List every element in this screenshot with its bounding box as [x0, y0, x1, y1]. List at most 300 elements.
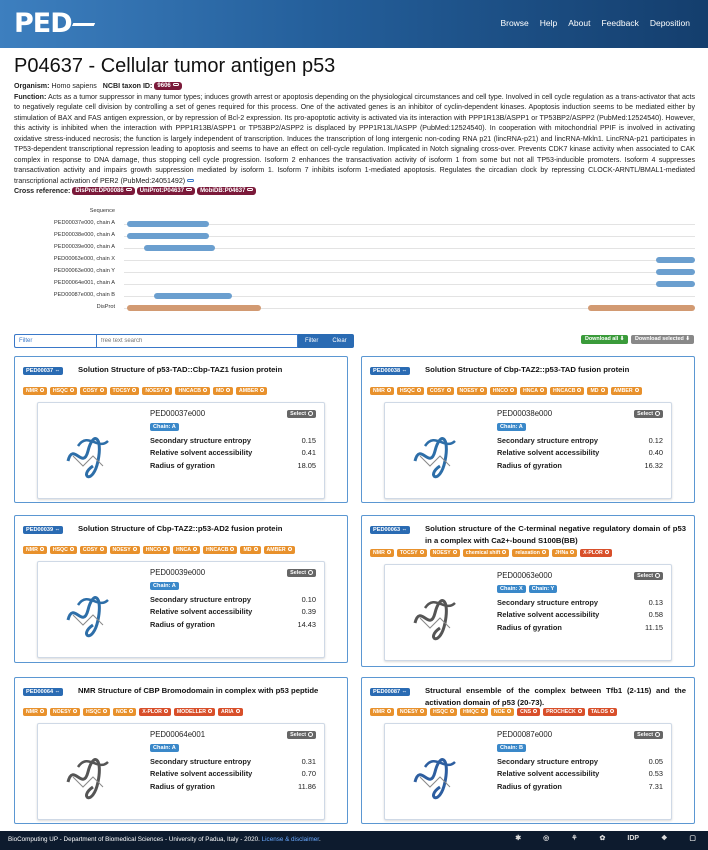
method-tag[interactable]	[588, 708, 617, 716]
fv-track-label: Sequence	[89, 208, 115, 214]
method-tag[interactable]	[517, 708, 540, 716]
method-tag[interactable]	[110, 546, 140, 554]
chain-badge[interactable]: Chain: X	[497, 585, 526, 593]
search-icon	[610, 709, 614, 713]
chain-badge[interactable]: Chain: A	[150, 582, 179, 590]
fv-track-label: PED00063e000, chain Y	[53, 268, 115, 274]
method-tag[interactable]	[50, 387, 77, 395]
method-tag-label: NOE	[493, 709, 506, 715]
stat-label: Secondary structure entropy	[497, 436, 599, 445]
method-tag[interactable]	[490, 387, 517, 395]
method-tag-label: AMBER	[266, 547, 286, 553]
method-tag-label: NMR	[373, 388, 385, 394]
fv-track	[14, 255, 695, 265]
ensemble-stats	[497, 436, 663, 473]
method-tag[interactable]	[80, 546, 107, 554]
search-icon	[420, 550, 424, 554]
stat-value: 18.05	[297, 460, 316, 470]
method-tag-label: chemical shift	[465, 550, 501, 556]
search-icon	[480, 388, 484, 392]
entry-id-badge[interactable]: PED00063 ⇔	[370, 526, 410, 534]
structure-thumbnail[interactable]	[48, 580, 128, 640]
crossref-line	[14, 186, 695, 197]
select-button[interactable]	[287, 410, 316, 418]
taxon-value: 9606	[157, 83, 171, 89]
method-tag[interactable]	[240, 546, 260, 554]
entry-id-badge[interactable]: PED00064 ⇔	[23, 688, 63, 696]
search-icon	[605, 550, 609, 554]
download-all-button[interactable]: Download all ⬇	[581, 335, 628, 344]
method-tag-label: AMBER	[613, 388, 633, 394]
logo-idp[interactable]: IDP	[627, 834, 640, 842]
method-tag[interactable]	[457, 387, 487, 395]
organism-label: Organism:	[14, 82, 50, 90]
entry-id: PED00039	[26, 527, 54, 533]
entry-id: PED00063	[373, 527, 401, 533]
search-icon	[288, 547, 292, 551]
checkbox-icon	[655, 732, 660, 737]
ensemble-panel	[384, 402, 672, 499]
stat-value: 0.53	[648, 769, 663, 779]
select-button[interactable]	[634, 572, 663, 580]
logo-partner[interactable]: ❖	[661, 835, 668, 842]
method-tag-label: HNCACB	[552, 388, 576, 394]
method-tag[interactable]	[175, 387, 209, 395]
stat-row	[150, 448, 316, 460]
entry-id-badge[interactable]: PED00038 ⇔	[370, 367, 410, 375]
ensemble-id[interactable]: PED00063e000	[497, 571, 553, 580]
structure-thumbnail[interactable]	[395, 583, 475, 643]
method-tag[interactable]	[203, 546, 237, 554]
fv-track-label: PED00038e000, chain A	[54, 232, 115, 238]
method-tag-label: X-PLOR	[583, 550, 603, 556]
ensemble-panel	[384, 723, 672, 820]
stat-label: Relative solvent accessibility	[497, 769, 600, 779]
crossref-text: UniProt:P04637	[139, 188, 185, 195]
stat-label: Radius of gyration	[497, 622, 562, 632]
search-icon	[100, 547, 104, 551]
method-tag-label: NOESY	[52, 709, 71, 715]
chain-list	[150, 423, 179, 431]
crossref-label: Cross reference:	[14, 187, 71, 196]
method-tag[interactable]	[580, 549, 612, 557]
fv-track-label: PED00064e001, chain A	[54, 280, 115, 286]
method-tag[interactable]	[173, 546, 200, 554]
search-icon	[635, 388, 639, 392]
method-tag[interactable]	[520, 387, 547, 395]
search-icon	[510, 388, 514, 392]
organism-value: Homo sapiens	[51, 82, 97, 90]
method-tag[interactable]	[427, 387, 454, 395]
fv-track-line	[124, 260, 695, 261]
method-tag-label: HNCACB	[205, 547, 229, 553]
search-icon	[73, 709, 77, 713]
stat-row	[150, 757, 316, 769]
method-tag-label: HNCO	[492, 388, 508, 394]
method-tag[interactable]	[611, 387, 642, 395]
stat-label: Radius of gyration	[150, 460, 215, 470]
method-tag-label: ARIA	[220, 709, 234, 715]
method-tag-label: NOESY	[112, 547, 131, 553]
search-icon	[387, 709, 391, 713]
crossref-text: MobiDB:P04637	[200, 188, 246, 195]
entry-card	[361, 515, 695, 667]
stat-value: 0.10	[301, 595, 316, 604]
nav-about[interactable]: About	[568, 18, 591, 28]
method-tag[interactable]	[218, 708, 243, 716]
entry-card	[14, 677, 348, 824]
method-tag-label: HNCACB	[178, 388, 201, 394]
nav-browse[interactable]: Browse	[500, 18, 529, 28]
fv-track-line	[124, 284, 695, 285]
stat-value: 0.31	[301, 757, 316, 766]
method-tag-label: NOE	[116, 709, 128, 715]
method-tag-label: PROCHECK	[546, 709, 576, 715]
stat-row	[497, 610, 663, 622]
method-tag[interactable]	[50, 546, 77, 554]
method-tag-label: MODELLER	[176, 709, 206, 715]
fv-track-line	[124, 272, 695, 273]
stat-value: 0.05	[648, 757, 663, 766]
stat-label: Relative solvent accessibility	[150, 448, 253, 458]
method-tag[interactable]	[80, 387, 107, 395]
method-tags	[370, 387, 686, 395]
page-title: P04637 - Cellular tumor antigen p53	[14, 55, 336, 77]
search-icon	[164, 709, 168, 713]
chain-badge[interactable]: Chain: A	[497, 423, 526, 431]
stat-row	[150, 782, 316, 794]
method-tag[interactable]	[139, 708, 171, 716]
stat-row	[497, 769, 663, 781]
stat-label: Secondary structure entropy	[150, 436, 252, 445]
select-label: Select	[637, 411, 653, 417]
method-tag[interactable]	[512, 549, 549, 557]
search-icon	[533, 709, 537, 713]
stat-row	[150, 769, 316, 781]
method-tag[interactable]	[397, 708, 427, 716]
structure-thumbnail[interactable]	[48, 742, 128, 802]
ensemble-panel	[37, 561, 325, 658]
method-tag[interactable]	[174, 708, 215, 716]
fv-track	[14, 303, 695, 313]
link-icon	[247, 188, 253, 191]
search-icon	[502, 550, 506, 554]
entry-title[interactable]: NMR Structure of CBP Bromodomain in complex with p53 peptide	[78, 686, 319, 695]
fv-track	[14, 267, 695, 277]
select-button[interactable]	[287, 731, 316, 739]
search-icon	[447, 388, 451, 392]
method-tag-label: NMR	[373, 709, 385, 715]
stat-row	[150, 461, 316, 473]
fv-track-label: PED00087e000, chain B	[53, 292, 115, 298]
ensemble-id[interactable]: PED00039e000	[150, 568, 206, 577]
chain-badge[interactable]: Chain: Y	[529, 585, 558, 593]
stat-row	[497, 448, 663, 460]
select-label: Select	[290, 570, 306, 576]
stat-row	[150, 595, 316, 607]
search-icon	[103, 709, 107, 713]
fv-track-line	[124, 236, 695, 237]
filter-label: Filter	[14, 334, 96, 348]
clear-button[interactable]: Clear	[325, 334, 353, 348]
filter-button[interactable]: Filter	[298, 334, 325, 348]
method-tag[interactable]	[491, 708, 514, 716]
search-icon	[40, 709, 44, 713]
method-tag-label: NOESY	[459, 388, 478, 394]
method-tag[interactable]	[213, 387, 233, 395]
taxon-pill[interactable]	[154, 82, 181, 90]
stat-label: Radius of gyration	[497, 781, 562, 791]
method-tag[interactable]	[23, 546, 47, 554]
method-tag-label: HSQC	[399, 388, 415, 394]
search-icon	[507, 709, 511, 713]
entry-id-badge[interactable]: PED00039 ⇔	[23, 526, 63, 534]
method-tag-label: TOCSY	[112, 388, 131, 394]
fv-track	[14, 279, 695, 289]
footer-text: BioComputing UP - Department of Biomedical Sciences - University of Padua, Italy - 2020.	[8, 836, 260, 843]
entry-title[interactable]: Solution Structure of Cbp-TAZ2::p53-TAD fusion protein	[425, 365, 630, 374]
entry-card	[361, 356, 695, 503]
fv-ensemble-region[interactable]	[656, 269, 695, 275]
search-icon	[70, 547, 74, 551]
logo-partner[interactable]: ✿	[599, 835, 606, 842]
method-tag-label: NOESY	[399, 709, 418, 715]
entry-id-badge[interactable]: PED00037 ⇔	[23, 367, 63, 375]
nav-help[interactable]: Help	[539, 18, 558, 28]
search-icon	[542, 550, 546, 554]
search-icon	[40, 547, 44, 551]
logo-partner[interactable]: ▢	[689, 835, 696, 842]
method-tag[interactable]	[83, 708, 110, 716]
ensemble-id[interactable]: PED00087e000	[497, 730, 553, 739]
entry-id: PED00087	[373, 689, 401, 695]
link-icon	[186, 188, 192, 191]
fv-ensemble-region[interactable]	[144, 245, 215, 251]
entry-id: PED00064	[26, 689, 54, 695]
filter-bar	[14, 334, 354, 348]
method-tag-label: HNCO	[145, 547, 161, 553]
method-tag[interactable]	[430, 549, 460, 557]
logo-unipd[interactable]: ◎	[543, 835, 550, 842]
select-label: Select	[637, 732, 653, 738]
search-icon	[570, 550, 574, 554]
method-tags	[370, 708, 686, 716]
method-tags	[23, 387, 339, 395]
crossref-disprot[interactable]	[72, 187, 134, 195]
search-icon	[577, 388, 581, 392]
stat-label: Radius of gyration	[497, 460, 562, 470]
stat-value: 11.15	[645, 622, 663, 632]
checkbox-icon	[655, 573, 660, 578]
search-icon	[420, 709, 424, 713]
stat-value: 0.13	[648, 598, 663, 607]
stat-value: 0.39	[301, 607, 316, 617]
stat-value: 0.41	[301, 448, 316, 458]
method-tags	[23, 546, 339, 554]
link-icon	[173, 83, 179, 86]
checkbox-icon	[655, 411, 660, 416]
method-tag-label: NMR	[373, 550, 385, 556]
method-tag[interactable]	[397, 387, 424, 395]
stat-row	[150, 620, 316, 632]
fv-track-label: PED00039e000, chain A	[54, 244, 115, 250]
method-tag-label: COSY	[82, 388, 98, 394]
method-tag[interactable]	[143, 546, 170, 554]
stat-value: 0.12	[648, 436, 663, 445]
stat-label: Secondary structure entropy	[150, 595, 252, 604]
ensemble-id[interactable]: PED00037e000	[150, 409, 206, 418]
method-tag[interactable]	[50, 708, 80, 716]
ensemble-stats	[150, 757, 316, 794]
method-tag-label: JHNa	[554, 550, 569, 556]
feature-viewer[interactable]	[14, 207, 695, 317]
fv-ensemble-region[interactable]	[127, 233, 209, 239]
stat-label: Relative solvent accessibility	[150, 607, 253, 617]
select-label: Select	[637, 573, 653, 579]
entry-card	[14, 356, 348, 503]
search-input[interactable]	[96, 334, 298, 348]
method-tag-label: HSQC	[433, 709, 448, 715]
organism-line	[14, 81, 695, 92]
stat-label: Radius of gyration	[150, 619, 215, 629]
method-tag[interactable]	[23, 708, 47, 716]
link-icon	[126, 188, 132, 191]
chain-list	[150, 744, 179, 752]
method-tag-label: TALOS	[590, 709, 608, 715]
logo-partner[interactable]: ⚘	[571, 835, 578, 842]
method-tag-label: NMR	[26, 709, 38, 715]
method-tag[interactable]	[264, 546, 295, 554]
select-button[interactable]	[287, 569, 316, 577]
fv-ensemble-region[interactable]	[154, 293, 232, 299]
chain-list	[497, 744, 526, 752]
stat-value: 0.15	[301, 436, 316, 445]
ensemble-panel	[384, 564, 672, 661]
crossref-mobidb[interactable]	[197, 187, 256, 195]
method-tag[interactable]	[397, 549, 427, 557]
license-link[interactable]: License & disclaimer	[261, 836, 320, 843]
method-tag[interactable]	[142, 387, 172, 395]
method-tag[interactable]	[552, 549, 577, 557]
nav-deposition[interactable]: Deposition	[649, 18, 690, 28]
fv-ensemble-region[interactable]	[656, 281, 695, 287]
footer-suffix: .	[319, 836, 321, 843]
fv-ensemble-region[interactable]	[656, 257, 695, 263]
method-tag[interactable]	[113, 708, 136, 716]
select-button[interactable]	[634, 731, 663, 739]
stat-row	[497, 623, 663, 635]
fv-track	[14, 291, 695, 301]
chain-badge[interactable]: Chain: A	[150, 744, 179, 752]
method-tag-label: HNCA	[522, 388, 538, 394]
method-tag[interactable]	[236, 387, 267, 395]
method-tag[interactable]	[23, 387, 47, 395]
fv-track-line	[124, 224, 695, 225]
method-tag-label: COSY	[429, 388, 445, 394]
ensemble-id[interactable]: PED00038e000	[497, 409, 553, 418]
fv-track	[14, 219, 695, 229]
ensemble-id[interactable]: PED00064e001	[150, 730, 206, 739]
chain-badge[interactable]: Chain: A	[150, 423, 179, 431]
method-tag-label: COSY	[82, 547, 98, 553]
entry-card	[361, 677, 695, 824]
fv-disprot-region[interactable]	[588, 305, 695, 311]
search-icon	[100, 388, 104, 392]
search-icon	[165, 388, 169, 392]
method-tag[interactable]	[587, 387, 607, 395]
structure-thumbnail[interactable]	[395, 742, 475, 802]
method-tags	[23, 708, 339, 716]
entry-title[interactable]: Structural ensemble of the complex between Tfb1 (2-115) and the activation domain of p53 (20-73).	[425, 686, 686, 707]
logo-elixir[interactable]: ✱	[515, 835, 522, 842]
stat-label: Secondary structure entropy	[497, 757, 599, 766]
method-tag[interactable]	[543, 708, 585, 716]
select-label: Select	[290, 411, 306, 417]
entry-title[interactable]: Solution structure of the C-terminal negative regulatory domain of p53 in a complex with Ca2+-bound S100B(BB)	[425, 524, 686, 545]
method-tag-label: HNCA	[175, 547, 191, 553]
structure-thumbnail[interactable]	[48, 421, 128, 481]
main-nav	[500, 18, 690, 28]
ped-logo[interactable]	[14, 7, 92, 39]
ensemble-panel	[37, 402, 325, 499]
method-tag[interactable]	[110, 387, 140, 395]
fv-ensemble-region[interactable]	[127, 221, 209, 227]
search-icon	[578, 709, 582, 713]
fv-track	[14, 243, 695, 253]
method-tag-label: NOESY	[432, 550, 451, 556]
method-tag[interactable]	[370, 708, 394, 716]
entry-card	[14, 515, 348, 663]
search-icon	[133, 547, 137, 551]
method-tag-label: CNS	[520, 709, 532, 715]
download-selected-button[interactable]: Download selected ⬇	[631, 335, 694, 344]
entry-title[interactable]: Solution Structure of Cbp-TAZ2::p53-AD2 fusion protein	[78, 524, 283, 533]
fv-disprot-region[interactable]	[127, 305, 261, 311]
method-tag[interactable]	[550, 387, 584, 395]
method-tag-label: HSQC	[52, 388, 68, 394]
entry-id-badge[interactable]: PED00087 ⇔	[370, 688, 410, 696]
stat-label: Secondary structure entropy	[497, 598, 599, 607]
stat-label: Radius of gyration	[150, 781, 215, 791]
method-tag-label: MD	[590, 388, 599, 394]
stat-label: Relative solvent accessibility	[497, 610, 600, 620]
select-button[interactable]	[634, 410, 663, 418]
stat-value: 0.40	[648, 448, 663, 458]
search-icon	[387, 388, 391, 392]
method-tag[interactable]	[370, 549, 394, 557]
crossref-uniprot[interactable]	[137, 187, 195, 195]
nav-feedback[interactable]: Feedback	[601, 18, 639, 28]
method-tag[interactable]	[370, 387, 394, 395]
chain-badge[interactable]: Chain: B	[497, 744, 526, 752]
ensemble-stats	[150, 436, 316, 473]
method-tag-label: HSQC	[52, 547, 68, 553]
ensemble-stats	[150, 595, 316, 632]
function-label: Function:	[14, 92, 47, 101]
download-all-label: Download all	[585, 336, 619, 342]
search-icon	[417, 388, 421, 392]
method-tag[interactable]	[460, 708, 488, 716]
entry-title[interactable]: Solution Structure of p53-TAD::Cbp-TAZ1 fusion protein	[78, 365, 283, 374]
search-icon	[129, 709, 133, 713]
link-icon[interactable]	[187, 179, 194, 182]
method-tag-label: AMBER	[239, 388, 259, 394]
method-tag[interactable]	[463, 549, 510, 557]
method-tag-label: X-PLOR	[142, 709, 162, 715]
search-icon	[40, 388, 44, 392]
method-tag[interactable]	[430, 708, 457, 716]
structure-thumbnail[interactable]	[395, 421, 475, 481]
